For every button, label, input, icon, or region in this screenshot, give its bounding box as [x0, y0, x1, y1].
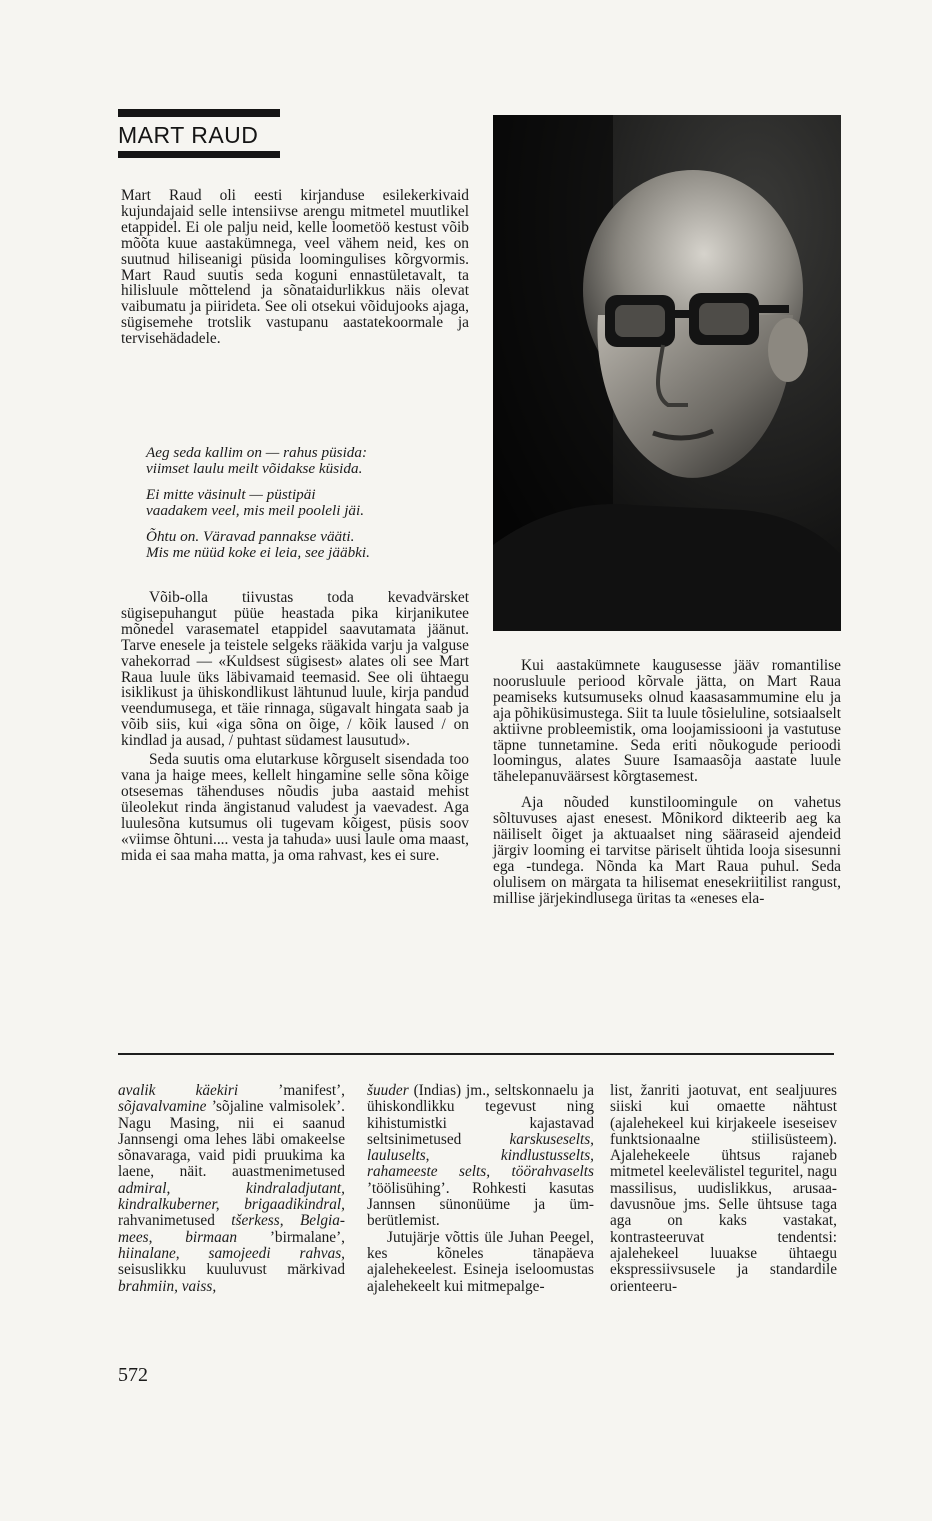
section-divider — [118, 1053, 834, 1055]
bottom-text: Jutujärje võttis üle Juhan Peegel, kes kõneles tänapäeva ajalehekeelest. Esineja iseloomustas ajalehekeelt kui mitmepalge- — [367, 1228, 594, 1295]
body-paragraph: Võib-olla tiivustas toda kevadvärsket sügisepuhangut püüe heastada pika kirjanikutee mõnedel varasematel etappidel saavutamata jäänut. Tarve enesele ja teistele selgeks rääkida varju ja valguse vahekorrad — «Kuldsest sügisest» alates oli see Mart Raua luule üks läbivamaid teemasid. See oli ühtaegu isiklikust ja ühiskondlikust lähtunud luule, kirja pandud veendumusega, et täie rinnaga, sügavalt hingata saab ja võib siis, kui «iga sõna on õige, / kõik laused / on kindlad ja ausad, / puhtast südamest lausutud». — [121, 589, 469, 750]
poem-line: viimset laulu meilt võidakse küsida. — [146, 460, 363, 477]
body-paragraph: Aja nõuded kunstiloomingule on vahetus sõltuvuses ajast enesest. Mõnikord dikteerib aeg ka näiliselt õiget ja aktuaalset ning sääraseid ajendeid järgiv looming ei tarvitse päriselt ühtida looja sisesunni ega -tundega. Nõnda ka Mart Raua puhul. Seda olulisem on märgata ta hilisemat enesekriitilist rangust, millise järjekindlusega üritas ta «eneses ela- — [493, 794, 841, 907]
bottom-column-1 — [118, 1083, 345, 1295]
title-rule-bottom — [118, 151, 280, 158]
poem-stanza — [146, 445, 476, 477]
bottom-column-2 — [367, 1083, 594, 1295]
intro-paragraph — [121, 188, 469, 347]
portrait-photo — [493, 115, 841, 631]
poem-line: vaadakem veel, mis meil pooleli jäi. — [146, 502, 365, 519]
bottom-column-3 — [610, 1083, 837, 1295]
poem-line: Aeg seda kallim on — rahus püsida: — [146, 444, 368, 461]
left-column-body — [121, 590, 469, 863]
right-column-body — [493, 658, 841, 907]
article-title: MART RAUD — [118, 122, 259, 148]
poem-line: Mis me nüüd koke ei leia, see jääbki. — [146, 544, 370, 561]
page-number: 572 — [118, 1364, 148, 1386]
bottom-text: šuuder (Indias) jm., seltskonnaelu ja ühiskondlikku tegevust ning kihistumistki kajastavad seltsinimetused karskuseselts, lauluselts, kindlustusselts, rahameeste selts, töörahvaselts ’töölisühing’. Rohkesti kasutas Jannsen sünonüüme ja ümberütlemist. — [367, 1082, 594, 1230]
body-paragraph: Kui aastakümnete kaugusesse jääv romantilise noorusluule periood kõrvale jätta, on Mart Raua peamiseks kutsumuseks olnud kaasasammumine elu ja aja põhiküsimustega. Siit ta luule tõsieluline, sotsiaalselt aktiivne probleemistik, oma loojamissiooni ja vastutuse täpne tunnetamine. Seda eriti nõukogude perioodi loomingus, alates Suure Isamaasõja aastate luule tähelepanuväärsest kõrgtasemest. — [493, 657, 841, 786]
title-rule-top — [118, 109, 280, 117]
poem-stanza — [146, 487, 476, 519]
intro-text: Mart Raud oli eesti kirjanduse esilekerkivaid kujundajaid selle intensiivse arengu mitmetel muutlikel etappidel. Ei ole palju neid, kelle loometöö kestust võib mõõta kuue aastakümnega, veel vähem neid, kes on suutnud hiliseanigi püsida loomingulises kõrgvormis. Mart Raud suutis seda koguni ennastületavalt, ta hilisluule mõttelend ja sõnataidurlikkus näis olevat vaibumatu ja piirideta. See oli otsekui võidujooks ajaga, sügisemehe trotslik vastupanu aastatekoormale ja tervisehädadele. — [121, 187, 469, 348]
bottom-text: list, žanriti jaotuvat, ent sealjuures siiski kui omaette nähtust (ajalehekeel kui kirjakeele iseseisev funktsionaalne stiilisüsteem). Ajalehekeele ühtsus rajaneb mitmetel keelevälistel teguritel, nagu massilisus, uudislikkus, arusaadavusnõue jms. Selle ühtsuse taga aga on kaks vastakat, kontrasteeruvat tendentsi: ajalehekeel luuakse ühtaegu ekspressiivsusele ja standardile orienteeru- — [610, 1082, 837, 1295]
bottom-text: avalik käekiri ’manifest’, sõjavalvamine ’sõjaline valmisolek’. Nagu Masing, nii ei saanud Jannsengi oma lehes läbi omakeelse sõnavaraga, vaid pidi pruukima ka laene, näit. auastmenimetused admiral, kindraladjutant, kindralkuberner, brigaadikindral, rahvanimetused tšerkess, Belgiamees, birmaan ’birmalane’, hiinalane, samojeedi rahvas, seisuslikku kuuluvust märkivad brahmiin, vaiss, — [118, 1082, 346, 1295]
poem-line: Õhtu on. Väravad pannakse vääti. — [146, 528, 355, 545]
body-paragraph: Seda suutis oma elutarkuse kõrguselt sisendada too vana ja haige mees, kellelt hingamine selle sõna kõige otsesemas tähenduses nõudis juba aastaid mehist üleolekut rinda ängistanud valudest ja vaevadest. Aga luulesõna kutsumus oli tugevam kõigest, püsis soov «viimse õhtuni.... vesta ja tahuda» uusi laule oma maast, mida ei saa maha matta, ja oma rahvast, kes ei sure. — [121, 751, 469, 864]
poem-line: Ei mitte väsinult — püstipäi — [146, 486, 316, 503]
poem-quote — [146, 445, 476, 571]
poem-stanza — [146, 529, 476, 561]
